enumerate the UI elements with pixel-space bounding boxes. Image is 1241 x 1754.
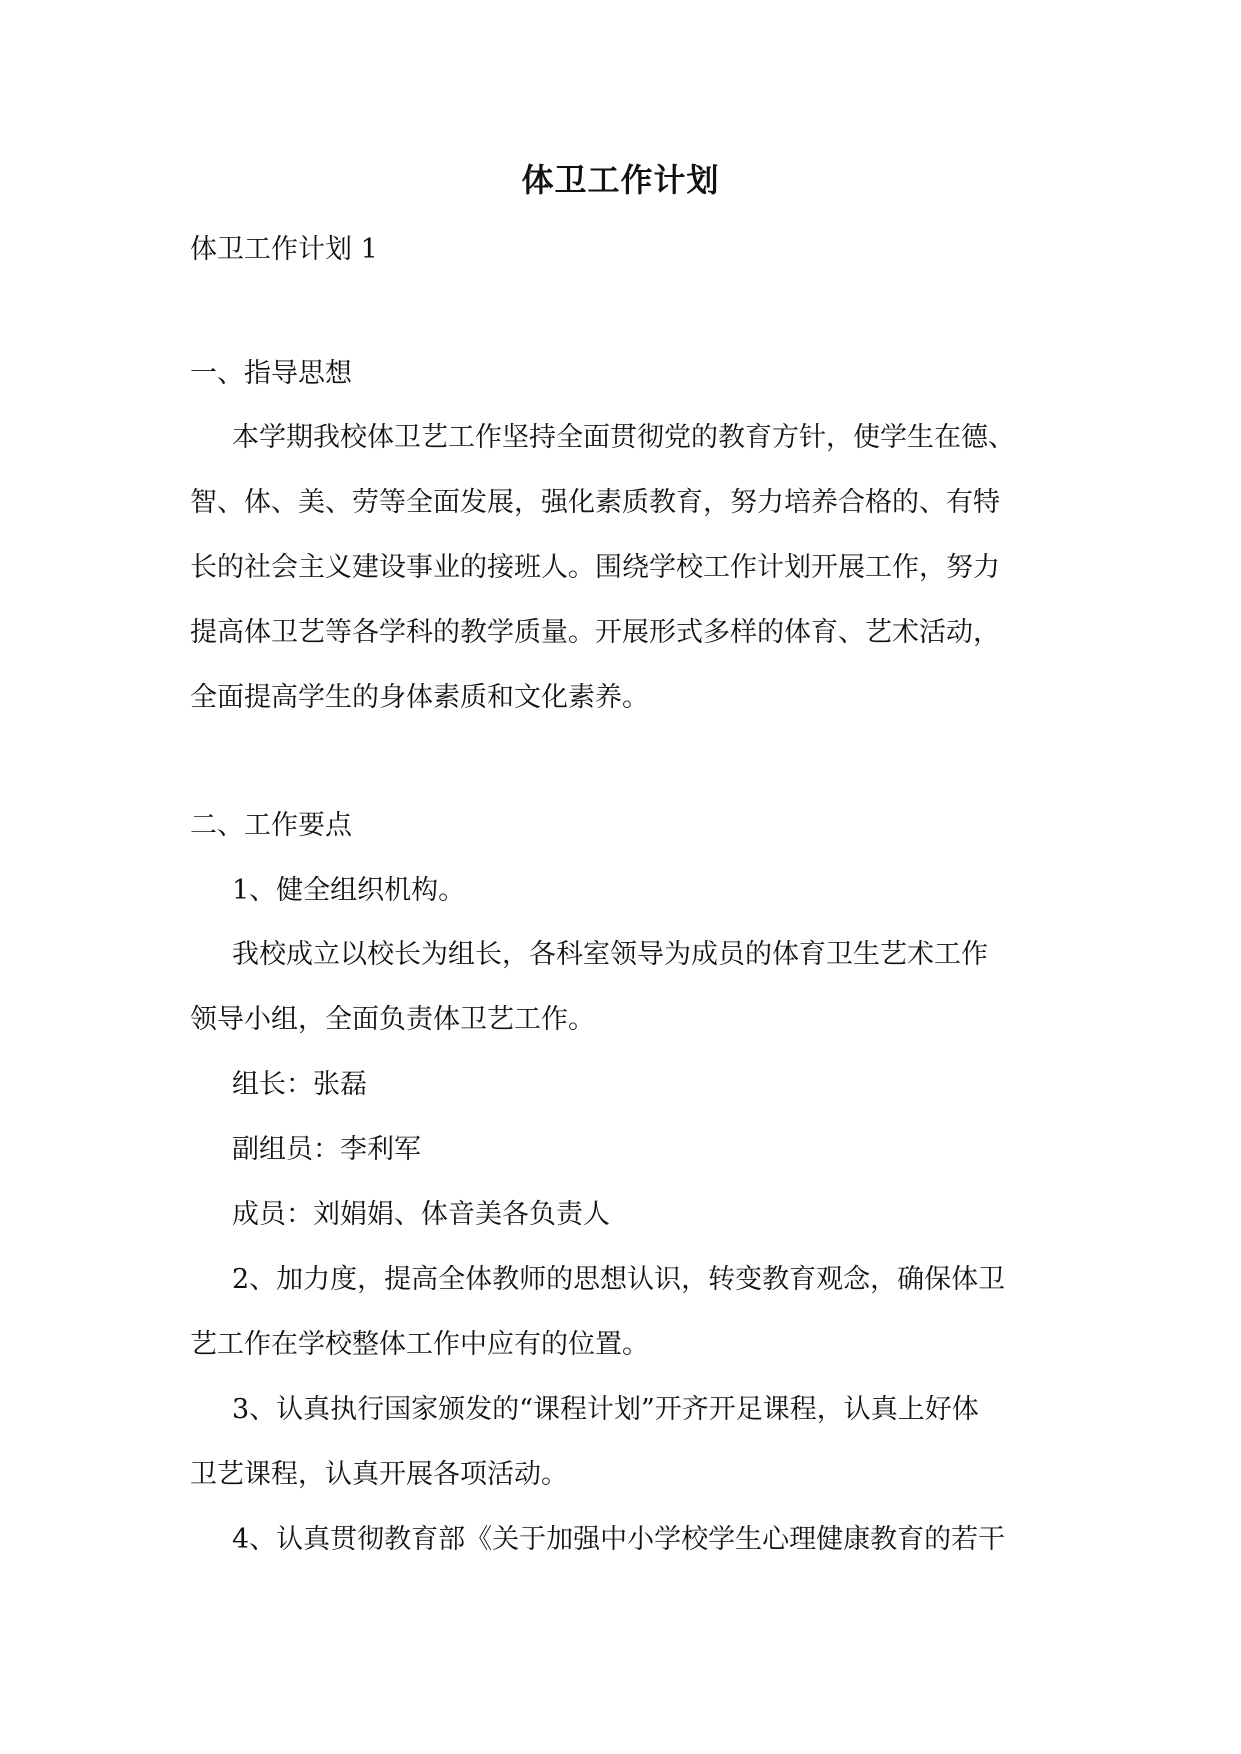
section2-heading: 二、工作要点 bbox=[190, 810, 352, 841]
section1-paragraph-line: 全面提高学生的身体素质和文化素养。 bbox=[190, 682, 649, 713]
item4-line: 4、认真贯彻教育部《关于加强中小学校学生心理健康教育的若干 bbox=[232, 1524, 1006, 1555]
section1-paragraph-line: 智、体、美、劳等全面发展，强化素质教育，努力培养合格的、有特 bbox=[190, 487, 1000, 518]
plan-subtitle: 体卫工作计划 1 bbox=[190, 234, 378, 265]
members-line: 成员：刘娟娟、体音美各负责人 bbox=[232, 1199, 610, 1230]
section1-paragraph-line: 提高体卫艺等各学科的教学质量。开展形式多样的体育、艺术活动， bbox=[190, 617, 1000, 648]
leader-line: 组长：张磊 bbox=[232, 1069, 367, 1100]
item1-paragraph-line: 我校成立以校长为组长，各科室领导为成员的体育卫生艺术工作 bbox=[232, 939, 988, 970]
section1-heading: 一、指导思想 bbox=[190, 358, 352, 389]
document-title: 体卫工作计划 bbox=[521, 161, 720, 199]
section1-paragraph-line: 长的社会主义建设事业的接班人。围绕学校工作计划开展工作，努力 bbox=[190, 552, 1000, 583]
item2-line: 艺工作在学校整体工作中应有的位置。 bbox=[190, 1329, 649, 1360]
item3-line: 卫艺课程，认真开展各项活动。 bbox=[190, 1459, 568, 1490]
deputy-line: 副组员：李利军 bbox=[232, 1134, 421, 1165]
item1-paragraph-line: 领导小组，全面负责体卫艺工作。 bbox=[190, 1004, 595, 1035]
section1-paragraph-line: 本学期我校体卫艺工作坚持全面贯彻党的教育方针，使学生在德、 bbox=[232, 422, 1015, 453]
item2-line: 2、加力度，提高全体教师的思想认识，转变教育观念，确保体卫 bbox=[232, 1264, 1006, 1295]
item1-heading: 1、健全组织机构。 bbox=[232, 875, 466, 906]
item3-line: 3、认真执行国家颁发的“课程计划”开齐开足课程，认真上好体 bbox=[232, 1394, 979, 1425]
